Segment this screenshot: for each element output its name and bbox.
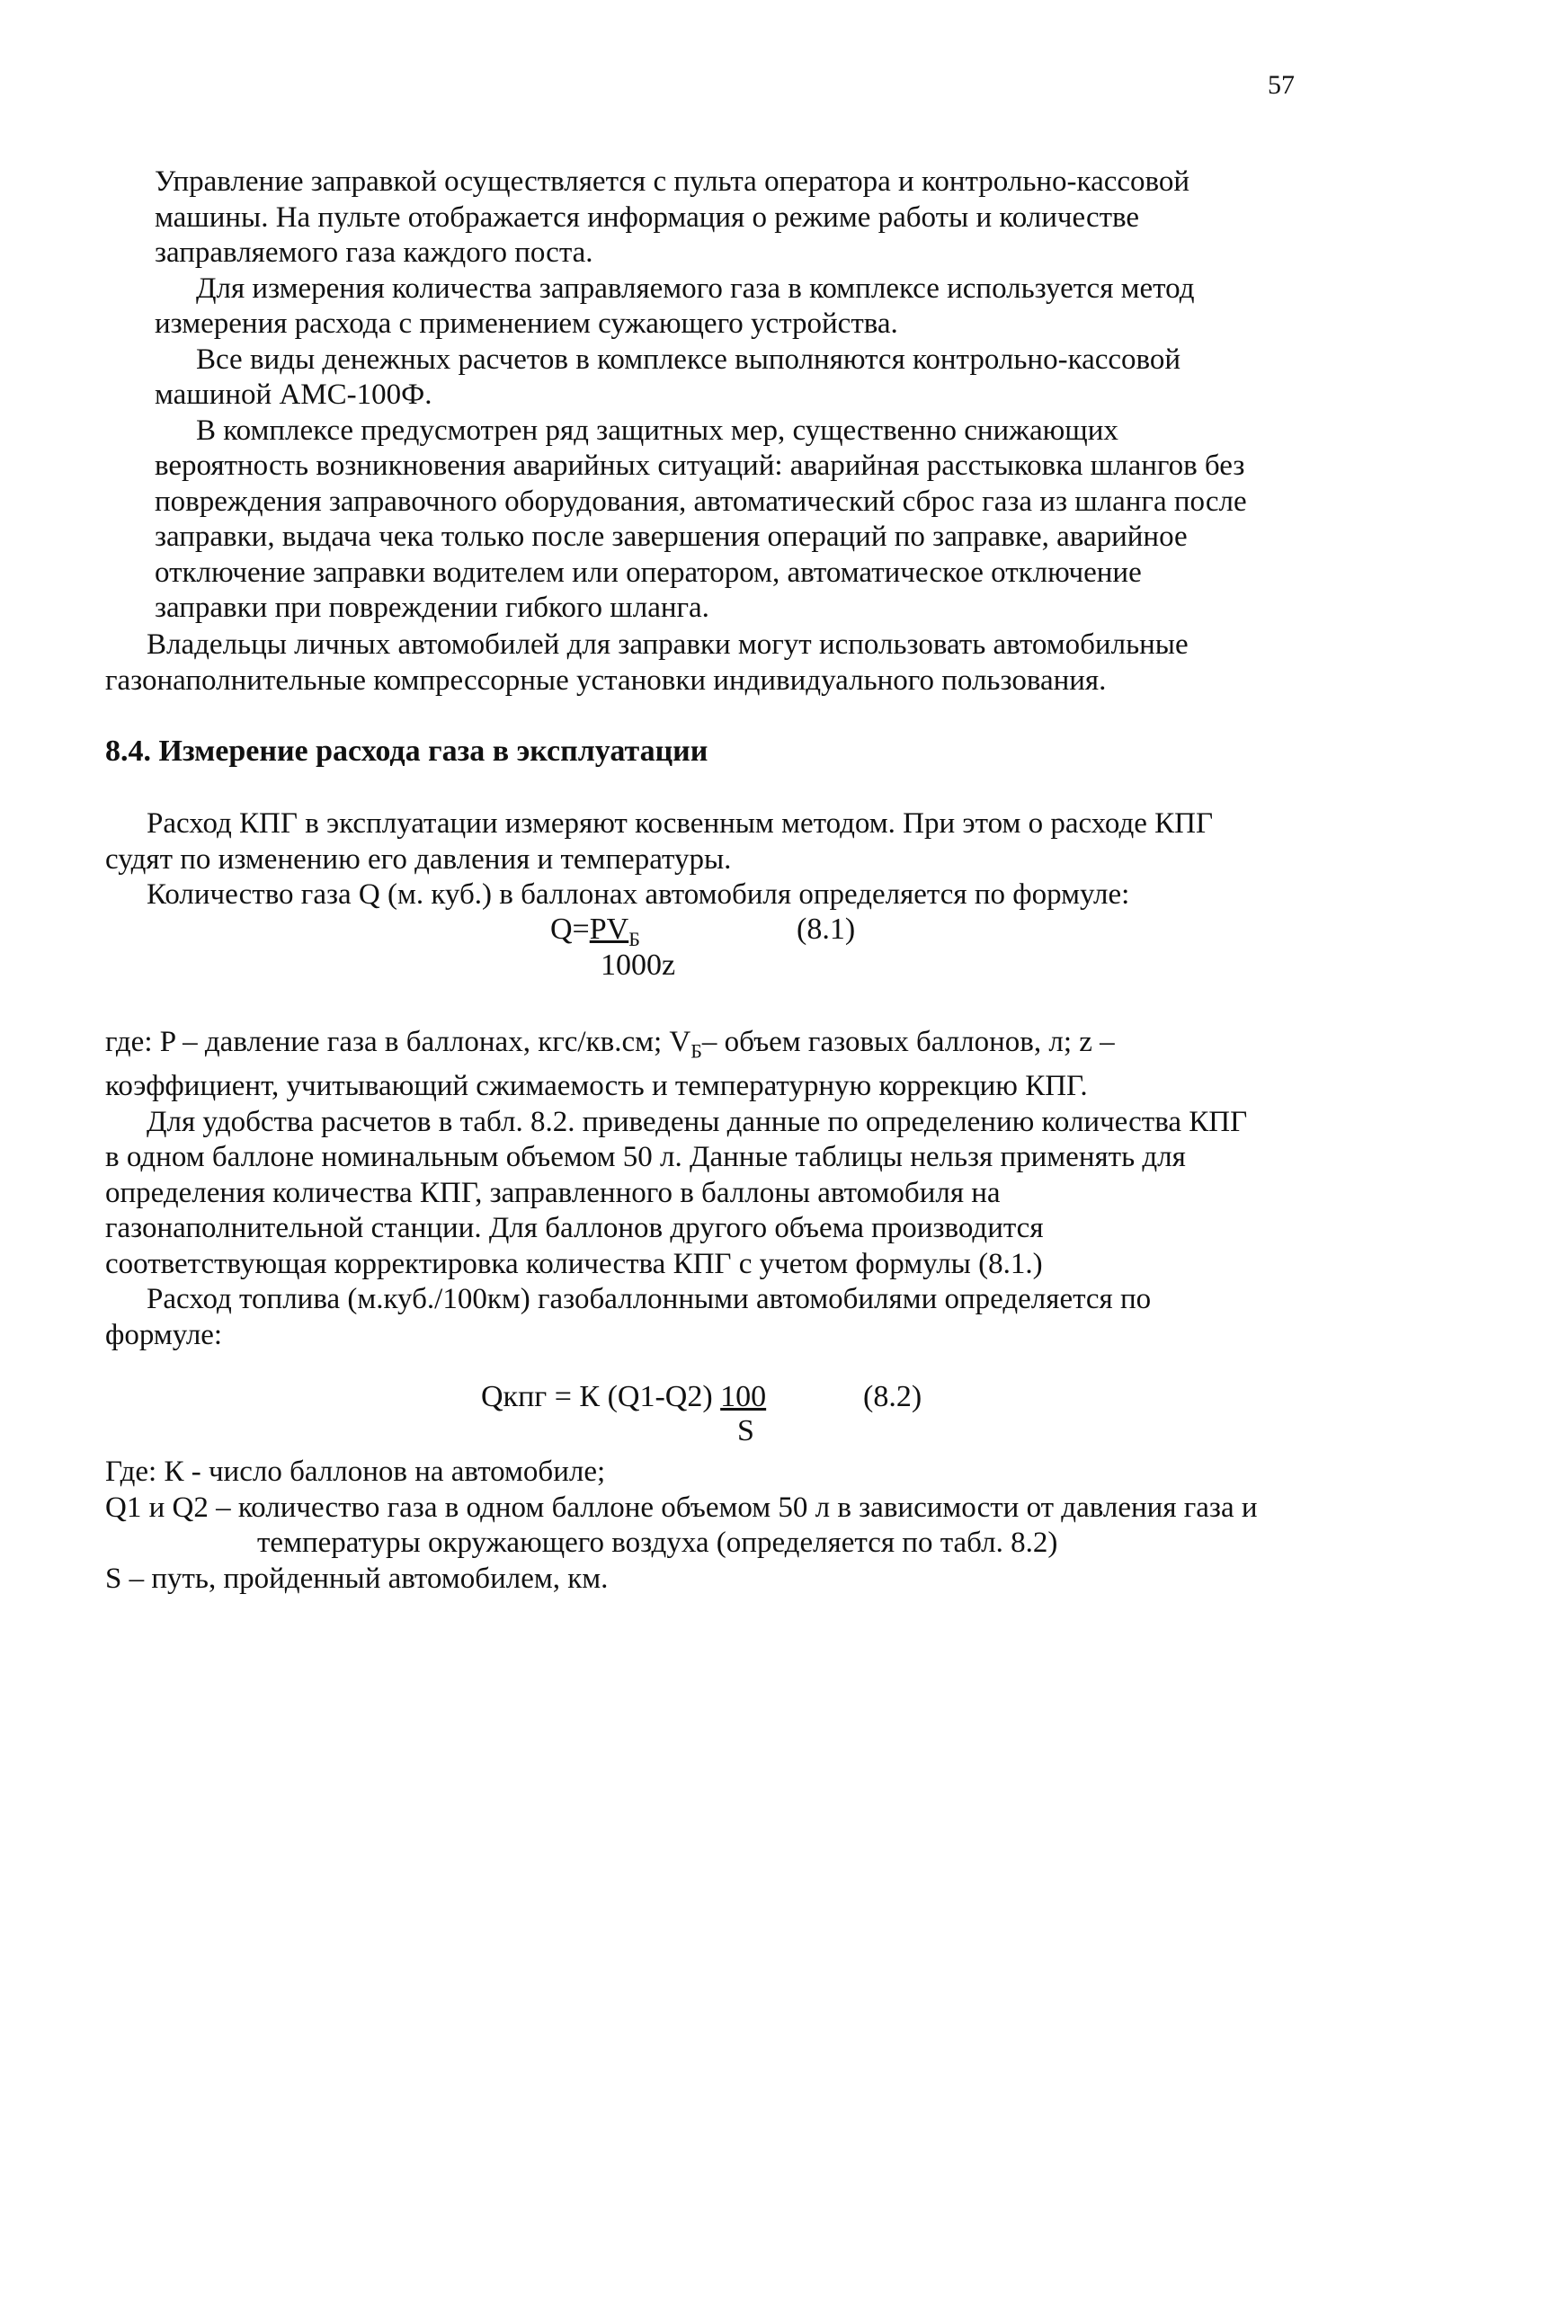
text-line: Для удобства расчетов в табл. 8.2. приведены данные по определению количества КПГ: [147, 1105, 1248, 1138]
text-line: Расход КПГ в эксплуатации измеряют косвенным методом. При этом о расходе КПГ: [147, 807, 1214, 840]
text-line: Управление заправкой осуществляется с пульта оператора и контрольно-кассовой: [155, 165, 1190, 198]
text-line: вероятность возникновения аварийных ситуаций: аварийная расстыковка шлангов без: [155, 450, 1245, 482]
text-line: коэффициент, учитывающий сжимаемость и температурную коррекцию КПГ.: [105, 1070, 1088, 1103]
formula-numerator: 100: [720, 1380, 767, 1413]
formula-8-1: [550, 913, 640, 951]
text-line: газонаполнительные компрессорные установки индивидуального пользования.: [105, 663, 1107, 697]
text-line: формуле:: [105, 1318, 223, 1351]
text-line: В комплексе предусмотрен ряд защитных мер, существенно снижающих: [196, 414, 1118, 447]
paragraph-variables: [105, 1455, 1258, 1597]
text-line: заправки, выдача чека только после завершения операций по заправке, аварийное: [155, 521, 1188, 553]
page-number: 57: [1268, 70, 1295, 100]
formula-subscript: Б: [628, 927, 640, 950]
text-line: повреждения заправочного оборудования, автоматический сброс газа из шланга после: [155, 485, 1247, 518]
text-line: заправки при повреждении гибкого шланга.: [155, 592, 709, 624]
text-line: в одном баллоне номинальным объемом 50 л. Данные таблицы нельзя применять для: [105, 1141, 1186, 1174]
text-line: Количество газа Q (м. куб.) в баллонах автомобиля определяется по формуле:: [147, 878, 1130, 911]
text-line: Где: К - число баллонов на автомобиле;: [105, 1456, 606, 1488]
text-line: Все виды денежных расчетов в комплексе выполняются контрольно-кассовой: [196, 343, 1181, 376]
text-line: Расход топлива (м.куб./100км) газобаллонными автомобилями определяется по: [147, 1283, 1152, 1316]
formula-denominator: S: [737, 1414, 754, 1447]
text-line: машины. На пульте отображается информация о режиме работы и количестве: [155, 200, 1140, 234]
formula-lhs: Qкпг = К (Q1-Q2): [481, 1380, 721, 1413]
text-line: S – путь, пройденный автомобилем, км.: [105, 1562, 609, 1595]
text-line: заправляемого газа каждого поста.: [155, 236, 593, 269]
text-line: судят по изменению его давления и температуры.: [105, 842, 732, 876]
text-line: газонаполнительной станции. Для баллонов другого объема производится: [105, 1212, 1044, 1245]
text-line: где: P – давление газа в баллонах, кгс/кв.см; $V_Б-$ объем газовых баллонов, л; z –: [105, 1026, 1115, 1063]
paragraph-definitions: [105, 1025, 1247, 1353]
text-line: Владельцы личных автомобилей для заправки могут использовать автомобильные: [147, 628, 1189, 661]
formula-numerator: $PV_Б$: [589, 913, 640, 950]
formula-denominator: 1000z: [601, 948, 676, 982]
formula-number: (8.2): [863, 1380, 922, 1413]
text-line: температуры окружающего воздуха (определяется по табл. 8.2): [257, 1527, 1058, 1559]
text-line: определения количества КПГ, заправленного в баллоны автомобиля на: [105, 1176, 1001, 1209]
paragraph-block-equipment: [155, 165, 1247, 627]
text-line: измерения расхода с применением сужающего устройства.: [155, 307, 898, 340]
paragraph-gas-consumption: [105, 806, 1213, 913]
paragraph-private-owners: [105, 628, 1189, 699]
text-line: Для измерения количества заправляемого газа в комплексе используется метод: [196, 272, 1195, 305]
text-line: соответствующая корректировка количества КПГ с учетом формулы (8.1.): [105, 1247, 1043, 1280]
text-line: машиной АМС-100Ф.: [155, 378, 432, 411]
text-line: отключение заправки водителем или оператором, автоматическое отключение: [155, 556, 1142, 589]
section-heading: 8.4. Измерение расхода газа в эксплуатации: [105, 735, 708, 768]
formula-8-2: [481, 1380, 766, 1414]
subscript: Б: [690, 1039, 702, 1063]
text-line: Q1 и Q2 – количество газа в одном баллоне объемом 50 л в зависимости от давления газа и: [105, 1491, 1258, 1524]
formula-number: (8.1): [797, 913, 856, 946]
formula-lhs: Q=: [550, 913, 590, 946]
